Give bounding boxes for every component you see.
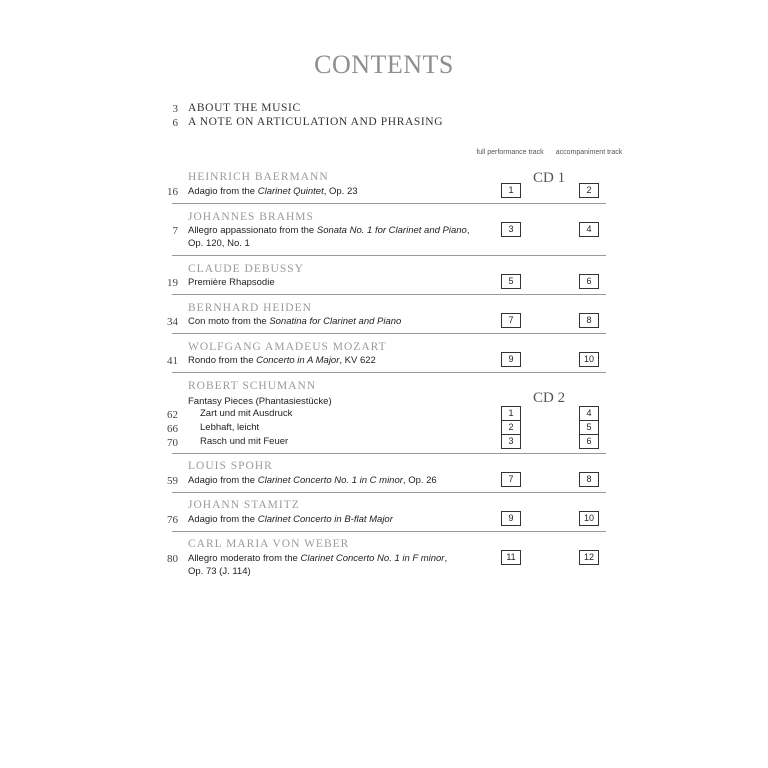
track-box-full: 11 [501, 550, 521, 565]
page-number: 62 [167, 409, 178, 421]
page-number: 19 [167, 277, 178, 289]
work-title: Allegro appassionato from the Sonata No. 1 for Clarinet and Piano, Op. 120, No. 1 [188, 225, 470, 249]
work-title: Fantasy Pieces (Phantasiestücke) [188, 396, 332, 407]
work-title: Première Rhapsodie [188, 277, 275, 288]
divider [172, 453, 606, 454]
accompaniment-header: accompaniment track [555, 149, 623, 156]
movement-title: Zart und mit Ausdruck [200, 408, 293, 419]
cd2-label: CD 2 [533, 390, 566, 406]
composer-name: JOHANNES BRAHMS [188, 211, 314, 223]
track-box-full: 5 [501, 274, 521, 289]
page-number: 66 [167, 423, 178, 435]
track-box-accompaniment: 4 [579, 406, 599, 421]
track-box-accompaniment: 8 [579, 313, 599, 328]
work-title: Adagio from the Clarinet Concerto in B-flat Major [188, 514, 393, 525]
track-box-accompaniment: 4 [579, 222, 599, 237]
page-number: 41 [167, 355, 178, 367]
divider [172, 294, 606, 295]
page-number: 59 [167, 475, 178, 487]
work-title: Adagio from the Clarinet Concerto No. 1 in C minor, Op. 26 [188, 475, 437, 486]
movement-title: Rasch und mit Feuer [200, 436, 289, 447]
page-number: 70 [167, 437, 178, 449]
composer-name: HEINRICH BAERMANN [188, 171, 329, 183]
page-number: 16 [167, 186, 178, 198]
composer-name: LOUIS SPOHR [188, 460, 273, 472]
work-title: Con moto from the Sonatina for Clarinet and Piano [188, 316, 402, 327]
page-number: 76 [167, 514, 178, 526]
cd1-label: CD 1 [533, 170, 566, 186]
track-box-accompaniment: 8 [579, 472, 599, 487]
page-number: 80 [167, 553, 178, 565]
intro-item-articulation: A NOTE ON ARTICULATION AND PHRASING [188, 116, 444, 128]
intro-page-number: 6 [172, 117, 178, 129]
page-number: 7 [172, 225, 178, 237]
track-box-accompaniment: 10 [579, 511, 599, 526]
divider [172, 372, 606, 373]
divider [172, 531, 606, 532]
track-box-accompaniment: 2 [579, 183, 599, 198]
divider [172, 492, 606, 493]
track-box-accompaniment: 6 [579, 274, 599, 289]
track-box-full: 9 [501, 352, 521, 367]
track-box-full: 3 [501, 222, 521, 237]
composer-name: CLAUDE DEBUSSY [188, 263, 304, 275]
composer-name: WOLFGANG AMADEUS MOZART [188, 341, 387, 353]
work-title: Rondo from the Concerto in A Major, KV 622 [188, 355, 376, 366]
composer-name: CARL MARIA VON WEBER [188, 538, 350, 550]
track-box-accompaniment: 6 [579, 434, 599, 449]
divider [172, 203, 606, 204]
track-box-full: 1 [501, 406, 521, 421]
track-box-accompaniment: 12 [579, 550, 599, 565]
composer-name: ROBERT SCHUMANN [188, 380, 317, 392]
composer-name: BERNHARD HEIDEN [188, 302, 312, 314]
work-title: Allegro moderato from the Clarinet Concerto No. 1 in F minor, Op. 73 (J. 114) [188, 553, 448, 577]
track-box-full: 3 [501, 434, 521, 449]
track-box-accompaniment: 5 [579, 420, 599, 435]
divider [172, 333, 606, 334]
track-box-full: 7 [501, 472, 521, 487]
composer-name: JOHANN STAMITZ [188, 499, 300, 511]
divider [172, 255, 606, 256]
full-performance-header: full performance track [476, 149, 544, 156]
track-box-accompaniment: 10 [579, 352, 599, 367]
page-number: 34 [167, 316, 178, 328]
intro-page-number: 3 [172, 103, 178, 115]
intro-item-about: ABOUT THE MUSIC [188, 102, 301, 114]
track-box-full: 1 [501, 183, 521, 198]
work-title: Adagio from the Clarinet Quintet, Op. 23 [188, 186, 358, 197]
page-title: CONTENTS [314, 50, 454, 79]
track-box-full: 2 [501, 420, 521, 435]
track-box-full: 9 [501, 511, 521, 526]
movement-title: Lebhaft, leicht [200, 422, 260, 433]
track-box-full: 7 [501, 313, 521, 328]
